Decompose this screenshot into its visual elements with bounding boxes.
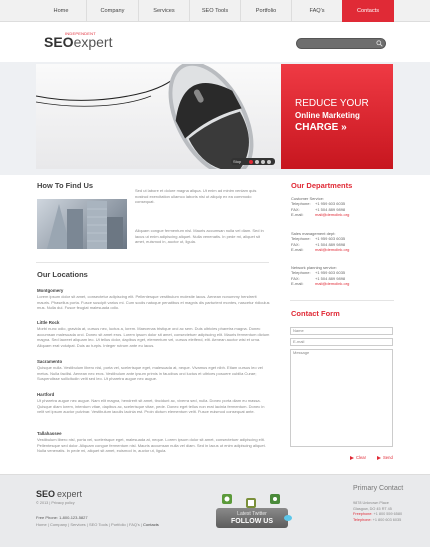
telephone-label: Telephone: <box>291 236 311 242</box>
location-name: Montgomery <box>37 288 64 293</box>
department-name: Customer Service: <box>291 196 324 201</box>
location-text: Ut pharetra augue nec augue. Nam elit magna, hendrerit sit amet, tincidunt ac, viverra sed, nulla. Donec porta diam eu massa. Quisque diam lorem, interdum vitae, dapibus ac, scelerisque vitae, pede. Donec eget tellus non erat lacinia fermentum. Donec in velit vel ipsum auctor pulvinar. Vestibulum iaculis lacinia est. Proin dictum elementum velit. Fusce euismod consequat ante. <box>37 398 265 415</box>
slider-stop-button[interactable]: Stop <box>233 159 242 164</box>
footer-link-portfolio[interactable]: Portfolio <box>111 522 126 527</box>
department-name: Sales management dept: <box>291 231 336 236</box>
footer-logo-expert[interactable]: expert <box>57 489 83 499</box>
send-button[interactable]: Send <box>383 455 393 460</box>
footer-link-services[interactable]: Services <box>70 522 86 527</box>
footer-link-home[interactable]: Home <box>36 522 47 527</box>
footer-phone: Free Phone: 1-800-123-5827 <box>36 515 88 520</box>
location-name: Tallahassee <box>37 431 62 436</box>
follow-us-button[interactable] <box>216 508 288 528</box>
logo[interactable] <box>44 31 113 52</box>
location-text: Quisque nulla. Vestibulum libero nisl, porta vel, scelerisque eget, malesuada at, neque. Vivamus eget nibh. Etiam cursus leo vel metus. Nulla facilisi. Aenean nec eros. Vestibulum ante ipsum primis in faucibus orci luctus et ultrices posuere cubilia Curae; Suspendisse sollicitudin velit sed leo. Ut pharetra augue nec augue. <box>37 365 263 382</box>
top-nav <box>0 0 430 22</box>
nav-item-company[interactable]: Company <box>86 0 138 22</box>
nav-item-faqs[interactable]: FAQ's <box>291 0 342 22</box>
freephone-label: Freephone: <box>353 512 373 517</box>
telephone-label: Telephone: <box>291 270 311 276</box>
telephone-value: +1 959 603 6035 <box>315 236 346 242</box>
fax-label: FAX: <box>291 275 300 281</box>
social-icon[interactable] <box>246 498 256 508</box>
email-link[interactable]: mail@demolink.org <box>315 280 350 286</box>
arrow-icon <box>377 456 381 460</box>
city-image <box>37 199 127 249</box>
department-group <box>291 265 391 286</box>
find-us-paragraph-1: Sed ut labore et dolore magna aliqua. Ut enim ad minim veniam quis nostrud exercitation ullamco laboris nisi ut aliquip ex ea commodo consequat. <box>135 188 257 205</box>
footer-link-seo-tools[interactable]: SEO Tools <box>88 522 108 527</box>
footer-link-company[interactable]: Company <box>49 522 68 527</box>
ad-line-3: CHARGE » <box>295 122 347 133</box>
social-icon[interactable] <box>270 494 280 504</box>
footer-link-contacts[interactable]: Contacts <box>143 522 159 527</box>
slider-controls <box>231 158 275 165</box>
primary-contact-address <box>353 501 402 523</box>
telephone-value: +1 800 603 6035 <box>372 517 402 522</box>
telephone-value: +1 959 603 6035 <box>315 201 346 207</box>
message-textarea[interactable]: Message <box>290 349 393 447</box>
divider <box>36 262 269 263</box>
department-name: Network planning service: <box>291 265 337 270</box>
address-line-2: Glasgow, DO 45 RT 45 <box>353 506 392 511</box>
freephone-value: +1 800 559 6580 <box>373 512 403 517</box>
ad-line-1: REDUCE YOUR <box>295 98 369 109</box>
find-us-paragraph-2: Aliquam congue fermentum nisl. Mauris accumsan nulla vel diam. Sed in lacus ut enim adipiscing aliquet. Nulla venenatis. In pede mi, aliquet sit amet, euismod in, auctor ut, ligula. <box>135 228 264 245</box>
hero-ad-banner[interactable] <box>281 64 393 169</box>
email-link[interactable]: mail@demolink.org <box>315 211 350 217</box>
email-label: E-mail: <box>291 280 304 286</box>
primary-contact-title: Primary Contact <box>353 485 404 492</box>
location-text: Morbi nunc odio, gravida at, cursus nec, luctus a, lorem. Maecenas tristique orci ac sem. Duis ultricies pharetra magna. Donec accumsan malesuada orci. Donec sit amet eros. Lorem ipsum dolor sit amet, consectetuer adipiscing elit. Mauris fermentum dictum magna. Sed laoreet aliquam leo. Ut tellus dolor, dapibus eget, elementum vel, cursus eleifend, elit. Aenean auctor wisi et urna. Aliquam erat volutpat. Duis ac turpis. Integer rutrum ante eu lacus. <box>37 326 270 348</box>
logo-tagline: INDEPENDENT <box>65 31 96 36</box>
mouse-image <box>36 64 281 169</box>
slider-dot[interactable] <box>267 160 271 164</box>
footer-link-faqs[interactable]: FAQ's <box>128 522 140 527</box>
footer-links: Home | Company | Services | SEO Tools | Portfolio | FAQ's | Contacts <box>36 522 159 527</box>
department-group <box>291 231 391 252</box>
slider-dot[interactable] <box>261 160 265 164</box>
find-us-title: How To Find Us <box>37 181 94 190</box>
location-name: Hartford <box>37 392 55 397</box>
logo-seo: SEO <box>44 34 74 50</box>
departments-title: Our Departments <box>291 181 353 190</box>
email-label: E-mail: <box>291 211 304 217</box>
telephone-value: +1 959 603 6035 <box>315 270 346 276</box>
telephone-label: Telephone: <box>353 517 372 522</box>
location-name: Sacramento <box>37 359 63 364</box>
locations-title: Our Locations <box>37 270 88 279</box>
fax-label: FAX: <box>291 241 300 247</box>
telephone-label: Telephone: <box>291 201 311 207</box>
nav-item-services[interactable]: Services <box>138 0 189 22</box>
email-label: E-mail: <box>291 246 304 252</box>
nav-item-portfolio[interactable]: Portfolio <box>240 0 291 22</box>
search-input[interactable] <box>296 38 386 49</box>
clear-button[interactable]: Clear <box>356 455 367 460</box>
nav-item-seo-tools[interactable]: SEO Tools <box>189 0 240 22</box>
twitter-caption: Latest Twitter <box>237 511 267 517</box>
address-line-1: 9878 Unknown Place <box>353 501 389 505</box>
slider-dot[interactable] <box>249 160 253 164</box>
logo-expert: expert <box>73 34 113 50</box>
nav-item-contacts[interactable]: Contacts <box>342 0 394 22</box>
divider <box>290 300 394 301</box>
department-group <box>291 196 391 217</box>
fax-value: +1 504 889 9898 <box>315 241 346 247</box>
hero-slider <box>36 64 281 169</box>
email-link[interactable]: mail@demolink.org <box>315 246 350 252</box>
fax-label: FAX: <box>291 206 300 212</box>
fax-value: +1 504 889 9898 <box>315 206 346 212</box>
fax-value: +1 504 889 9898 <box>315 275 346 281</box>
email-field[interactable]: E-mail <box>290 338 393 346</box>
ad-line-2: Online Marketing <box>295 111 360 120</box>
contact-form-title: Contact Form <box>291 309 340 318</box>
social-icon[interactable] <box>222 494 232 504</box>
nav-item-home[interactable]: Home <box>53 8 69 14</box>
location-text: Lorem ipsum dolor sit amet, consectetur adipiscing elit. Pellentesque vestibulum molestie lacus. Aenean nonummy hendrerit mauris. Phasellus porta. Fusce suscipit varius mi. Cum sociis natoque penatibus et magnis dis parturient montes, nascetur ridiculus mus. Nulla dui. Fusce feugiat malesuada odio. <box>37 294 270 311</box>
footer-logo-seo[interactable]: SEO <box>36 489 56 499</box>
slider-dot[interactable] <box>255 160 259 164</box>
name-field[interactable]: Name <box>290 327 393 335</box>
location-text: Vestibulum libero nisl, porta vel, scelerisque eget, malesuada at, neque. Lorem ipsum dolor sit amet, consectetuer adipiscing elit. Pellentesque sed dolor. Aliquam congue fermentum nisl. Mauris accumsan nulla vel diam. Sed in lacus ut enim adipiscing aliquet. Nulla venenatis. In pede mi, aliquet sit amet, euismod in, auctor ut, ligula. <box>37 437 266 454</box>
twitter-bird-icon <box>283 513 293 522</box>
copyright: © 2013 | Privacy policy <box>36 501 75 505</box>
footer <box>0 474 430 547</box>
follow-us-label: FOLLOW US <box>231 518 273 525</box>
location-name: Little Rock <box>37 320 60 325</box>
arrow-icon <box>350 456 354 460</box>
search-icon[interactable] <box>376 40 383 47</box>
